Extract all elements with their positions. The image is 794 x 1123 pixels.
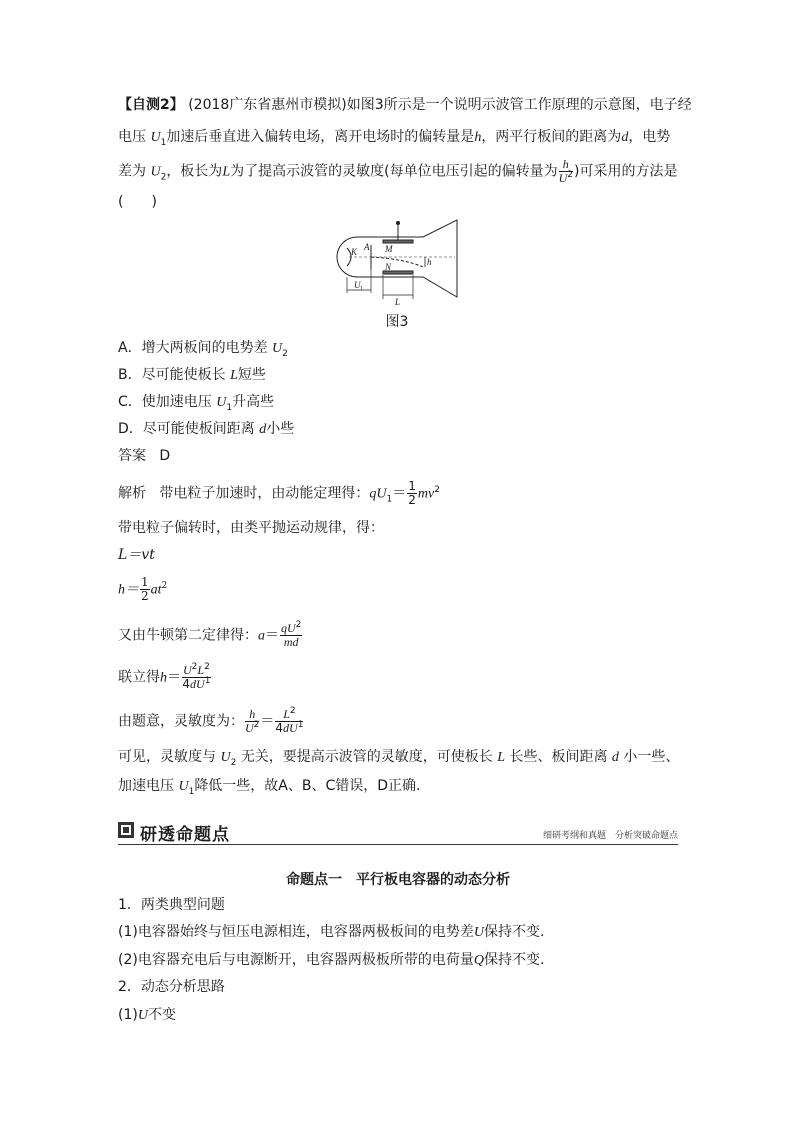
problem-text-2c: ，两平行板间的距离为	[481, 129, 622, 145]
plate-m	[383, 240, 413, 243]
problem-text-3c: 为了提高示波管的灵敏度(每单位电压引起的偏转量为	[230, 163, 558, 180]
solution-line-7: 由题意，灵敏度为： $\frac{h}{U^2}$ ＝ $\frac{L^2}{4dU^1}$	[118, 706, 304, 735]
sensitivity-fraction: $\frac{h}{U^2}$	[558, 157, 573, 185]
topic-title: 命题点一 平行板电容器的动态分析	[286, 872, 510, 888]
problem-text-3b: ，板长为	[166, 163, 223, 180]
problem-text-3a: 差为	[118, 163, 151, 180]
answer-value: D	[159, 448, 171, 464]
option-b: B．尽可能使板长 L短些	[118, 367, 266, 383]
option-c: C．使加速电压 $U_1$升高些	[118, 394, 275, 413]
label-m: M	[385, 244, 393, 254]
solution-line-5: 又由牛顿第二定律得：a＝ $\frac{qU^2}{md}$	[118, 620, 302, 649]
solution-line-8: 可见，灵敏度与 $U_2$ 无关，要提高示波管的灵敏度，可使板长 L 长些、板间距离 d 小一些、	[118, 749, 680, 768]
label-h: h	[427, 257, 432, 267]
solution-line-4: h＝ $\frac{1}{2}$ $at^2$	[118, 575, 168, 603]
oscilloscope-tube-diagram	[335, 215, 465, 311]
topic-para-1: (1)电容器始终与恒压电源相连，电容器两极板间的电势差U保持不变.	[118, 924, 545, 940]
answer-label: 答案	[118, 448, 146, 464]
problem-line-1	[118, 95, 692, 115]
solution-label: 解析	[118, 485, 146, 502]
problem-text-1: 如图3所示是一个说明示波管工作原理的示意图，电子经	[346, 97, 692, 113]
solution-line-1: 解析 带电粒子加速时，由动能定理得：$qU_1=$ $\frac{1}{2}$ $mv^2$	[118, 479, 440, 507]
section-bullet-icon	[118, 822, 134, 838]
solution-line-6: 联立得h＝ $\frac{U^2L^2}{4dU^1}$	[118, 662, 211, 691]
problem-tag: 【自测2】	[118, 97, 184, 113]
label-n: N	[385, 262, 392, 272]
label-a: A	[364, 242, 370, 252]
topic-heading-1: 1．两类典型问题	[118, 897, 225, 913]
electron-path	[371, 257, 423, 267]
label-k: K	[351, 247, 358, 257]
problem-line-2: 电压 $U_1$加速后垂直进入偏转电场，离开电场时的偏转量是h，两平行板间的距离为d，电势	[118, 129, 671, 148]
answer-line	[118, 446, 678, 466]
option-d: D．尽可能使板间距离 d小些	[118, 421, 295, 437]
topic-heading-2: 2．动态分析思路	[118, 979, 225, 995]
topic-para-2: (2)电容器充电后与电源断开，电容器两极板所带的电荷量Q保持不变.	[118, 952, 545, 968]
problem-line-3: 差为 $U_2$，板长为L为了提高示波管的灵敏度(每单位电压引起的偏转量为 $\frac{h}{U^2}$ )可采用的方法是	[118, 157, 678, 185]
option-a: A．增大两板间的电势差 $U_2$	[118, 340, 288, 359]
problem-source: (2018广东省惠州市模拟)	[188, 97, 347, 113]
label-l: L	[395, 297, 401, 307]
section-header	[118, 820, 678, 845]
solution-line-3: L＝vt	[118, 547, 155, 563]
section-subtitle: 细研考纲和真题 分析突破命题点	[542, 831, 678, 841]
label-u1-sub: 1	[360, 286, 363, 292]
figure-caption: 图3	[385, 314, 409, 330]
section-title: 研透命题点	[140, 825, 230, 845]
solution-line-2: 带电粒子偏转时，由类平抛运动规律，得：	[118, 520, 384, 536]
problem-text-2b: 加速后垂直进入偏转电场，离开电场时的偏转量是	[166, 129, 475, 145]
topic-para-3: (1)U不变	[118, 1007, 176, 1023]
problem-text-2d: ，电势	[628, 129, 671, 145]
problem-paren: ( )	[118, 194, 157, 210]
solution-line-9: 加速电压 $U_1$降低一些，故A、B、C错误，D正确.	[118, 778, 421, 797]
problem-text-3d: )可采用的方法是	[573, 163, 678, 180]
problem-text-2a: 电压	[118, 129, 151, 145]
label-u1: U	[354, 280, 361, 290]
